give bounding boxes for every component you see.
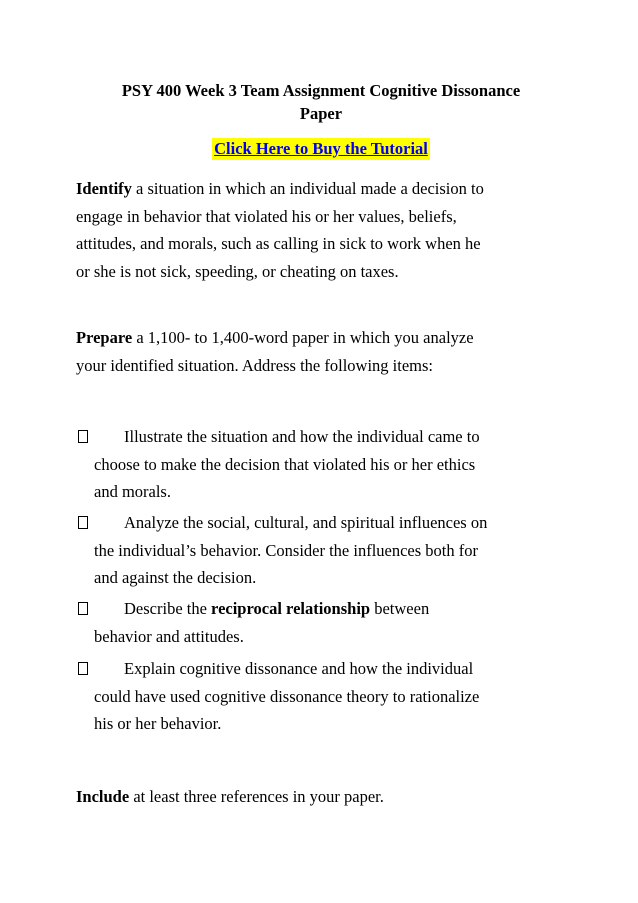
bullet-line-1 (76, 655, 576, 683)
title-line-1: PSY 400 Week 3 Team Assignment Cognitive Dissonance (121, 81, 521, 100)
bullet-4-line-2: could have used cognitive dissonance theory to rationalize (94, 686, 480, 706)
tutorial-link-container (76, 138, 566, 160)
bullet-2-line-2: the individual’s behavior. Consider the influences both for (94, 540, 479, 560)
identify-paragraph (76, 175, 576, 285)
bullet-3-bold-term: reciprocal relationship (211, 599, 371, 618)
bullet-1-line-2: choose to make the decision that violated his or her ethics (94, 454, 476, 474)
buy-tutorial-link[interactable]: Click Here to Buy the Tutorial (214, 139, 428, 158)
include-line-1-text: at least three references in your paper. (129, 787, 384, 806)
bullet-line-1 (76, 509, 576, 537)
prepare-keyword: Prepare (76, 328, 133, 347)
bullet-1-line-3: and morals. (94, 482, 171, 501)
identify-line-1 (76, 175, 576, 203)
include-line-1 (76, 783, 576, 811)
prepare-line-2: your identified situation. Address the following items: (76, 355, 433, 375)
bullet-2-line-3: and against the decision. (94, 568, 257, 587)
checkbox-icon (78, 430, 88, 443)
identify-line-4: or she is not sick, speeding, or cheating on taxes. (76, 261, 399, 281)
bullet-line-1 (76, 595, 576, 623)
bullet-1-line-1: Illustrate the situation and how the individual came to (124, 427, 480, 446)
identify-line-1-text: a situation in which an individual made a decision to (131, 179, 484, 198)
bullet-4-line-3: his or her behavior. (94, 714, 222, 733)
bullet-3-line-2: behavior and attitudes. (94, 626, 244, 646)
identify-keyword: Identify (76, 179, 132, 198)
prepare-paragraph (76, 324, 576, 379)
bullet-3-line-1-post: between (370, 599, 430, 618)
identify-line-3: attitudes, and morals, such as calling in sick to work when he (76, 234, 481, 253)
bullet-line-1 (76, 423, 576, 451)
bullet-3-line-1-pre: Describe the (124, 599, 212, 618)
document-title (76, 79, 566, 125)
bullet-2-line-1: Analyze the social, cultural, and spiritual influences on (124, 513, 488, 532)
bullet-item-illustrate (76, 423, 576, 506)
identify-line-2: engage in behavior that violated his or her values, beliefs, (76, 206, 457, 226)
checkbox-icon (78, 602, 88, 615)
title-line-2: Paper (299, 104, 343, 123)
bullet-4-line-1: Explain cognitive dissonance and how the individual (124, 659, 474, 678)
include-keyword: Include (76, 787, 130, 806)
prepare-line-1 (76, 324, 576, 352)
checkbox-icon (78, 516, 88, 529)
include-paragraph (76, 783, 576, 811)
bullet-item-analyze (76, 509, 576, 592)
bullet-item-explain (76, 655, 576, 738)
prepare-line-1-text: a 1,100- to 1,400-word paper in which you analyze (132, 328, 474, 347)
bullet-item-describe (76, 595, 576, 650)
checkbox-icon (78, 662, 88, 675)
